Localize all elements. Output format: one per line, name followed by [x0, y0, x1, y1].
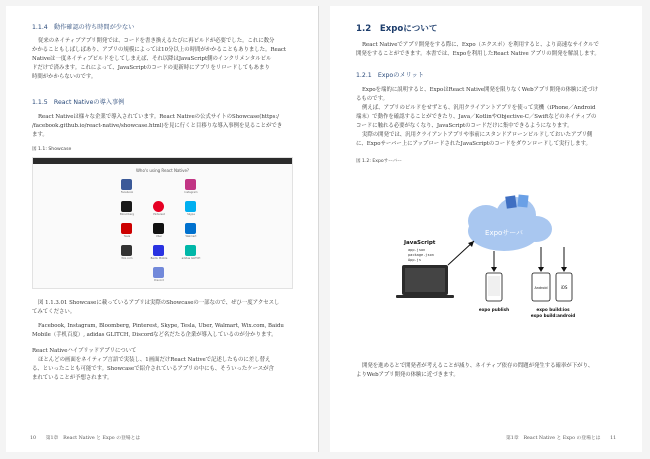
- app-label: Skype: [187, 213, 195, 216]
- app-label: Uber: [155, 235, 163, 238]
- app-label: Wix.com: [121, 257, 133, 260]
- pinterest-icon: [153, 201, 164, 212]
- text-line: に、Expoサーバー上にアップロードされたJavaScriptのコードをダウンロードして実行します。: [356, 141, 591, 147]
- heading-1-1-4: 1.1.4 動作確認の待ち時間が少ない: [32, 24, 135, 31]
- text-line: Nativeは一度ネイティブビルドをしてしまえば、それ以降はJavaScript側のインクリメンタルビル: [32, 56, 272, 62]
- laptop-icon: [396, 265, 454, 298]
- app-label: Discord: [154, 279, 164, 282]
- baidu-icon: [153, 245, 164, 256]
- text-line: 端末）で動作を確認することができたり、Java／KotlinやObjective-C／Swiftなどのネイティブの: [356, 114, 597, 120]
- heading-1-1-5: 1.1.5 React Nativeの導入事例: [32, 99, 125, 106]
- text-line: 開発を進めるとで開発者が考えることが減り、ネイティブ依存の問題が発生する確率が下がり、: [362, 363, 594, 369]
- text-line: 例えば、アプリのビルドをせずとも、汎用クライアントアプリを使って実機（iPhone／Android: [362, 105, 596, 111]
- app-label: Tesla: [123, 235, 131, 238]
- app-label: Baidu Mobile: [150, 257, 168, 260]
- text-line: るものです。: [356, 96, 388, 102]
- text-line: かかることもしばしばあり、アプリの規模によっては10分以上の時間がかかることもありました。React: [32, 47, 287, 53]
- app-label: Instagram: [184, 191, 198, 194]
- expo-server-diagram: [356, 181, 616, 331]
- app-label: Walmart: [185, 235, 197, 238]
- page-footer: 10 第1章 React Native と Expo の登場とは: [30, 436, 141, 441]
- text-line: る、といったことも可能です。Showcaseで紹介されているアプリの中にも、そういったケースが含: [32, 366, 274, 372]
- showcase-title: Who's using React Native?: [135, 168, 190, 173]
- text-line: /facebook.github.io/react-native/showcase.html)を見に行くと目移りな導入事例を見ることができ: [32, 123, 283, 129]
- text-line: よりWebアプリ開発の体験に近づきます。: [356, 372, 459, 378]
- app-label: adidas GLITCH: [181, 257, 201, 260]
- heading-1-2: 1.2 Expoについて: [356, 24, 438, 34]
- code-file-icon: [505, 195, 517, 208]
- app-label: Bloomberg: [119, 213, 135, 216]
- cloud-label: Expoサーバ: [485, 229, 523, 237]
- build-ios-label: expo build:ios: [536, 307, 570, 312]
- js-file: package.json: [408, 253, 434, 257]
- facebook-icon: [121, 179, 132, 190]
- arrow-head: [561, 267, 567, 272]
- text-line: ほとんどの画面をネイティブ言語で実装し、1画面だけReact Nativeで記述したものに差し替え: [38, 357, 271, 363]
- publish-label: expo publish: [478, 307, 510, 312]
- text-line: React Nativeハイブリッドアプリについて: [32, 348, 137, 354]
- text-line: コードに触れる必要がなくなり、JavaScriptのコードだけに集中できるようになります。: [356, 123, 573, 129]
- uber-icon: [153, 223, 164, 234]
- ios-label: iOS: [560, 285, 568, 290]
- text-line: 従来のネイティブアプリ開発では、コードを書き換えるたびに再ビルドが必要でした。これに数分: [38, 38, 275, 44]
- js-file: app.json: [408, 248, 426, 252]
- left-page: [6, 6, 318, 452]
- build-android-label: expo build:android: [530, 313, 576, 318]
- heading-1-2-1: 1.2.1 Expoのメリット: [356, 72, 424, 79]
- skype-icon: [185, 201, 196, 212]
- android-label: Android: [534, 286, 548, 290]
- text-line: 実際の開発では、汎用クライアントアプリや事前にスタンドアローンビルドしておいたアプリ側: [362, 132, 593, 138]
- tesla-icon: [121, 223, 132, 234]
- figure-caption: 図 1.1: Showcase: [32, 147, 72, 152]
- app-label: Facebook: [120, 191, 134, 194]
- android-phone-icon: [532, 273, 550, 301]
- js-title: JavaScript: [404, 240, 436, 246]
- text-line: Mobile（手机百度）, adidas GLITCH, Discordなど名だたる企業が導入しているのが分かります。: [32, 332, 277, 338]
- wix-icon: [121, 245, 132, 256]
- bloomberg-icon: [121, 201, 132, 212]
- browser-bar: [33, 158, 292, 164]
- code-file-icon: [517, 195, 528, 208]
- figure-caption: 図 1.2: Expoサーバー: [356, 159, 402, 164]
- text-line: React Nativeでアプリ開発をする際に、Expo（エクスポ）を利用すると、より高速なサイクルで: [362, 42, 599, 48]
- text-line: てみてください。: [32, 309, 76, 315]
- adidas-glitch-icon: [185, 245, 196, 256]
- text-line: まれていることが予想されます。: [32, 375, 113, 381]
- discord-icon: [153, 267, 164, 278]
- text-line: 開発をすることができます。本書では、Expoを利用したReact Native アプリの開発を解説します。: [356, 51, 600, 57]
- walmart-icon: [185, 223, 196, 234]
- text-line: 図 1.1.3.01 Showcaseに載っているアプリは実際のShowcaseの一部なので、ぜひ一度アクセスし: [38, 300, 280, 306]
- text-line: Facebook, Instagram, Bloomberg, Pinterest, Skype, Tesla, Uber, Walmart, Wix.com, Baidu: [38, 323, 284, 329]
- text-line: ます。: [32, 132, 48, 138]
- showcase-screenshot: [32, 157, 293, 289]
- text-line: React Nativeは様々な企業で導入されています。React Nativeの公式サイトのShowcase(https:/: [38, 114, 279, 120]
- instagram-icon: [185, 179, 196, 190]
- text-line: ドだけで済みます。これによって、JavaScriptのコードの更新時にアプリをリロードしてもあまり: [32, 65, 270, 71]
- expo-client-phone-icon: [486, 273, 502, 301]
- arrow-head: [538, 267, 544, 272]
- arrow-head: [491, 267, 497, 272]
- page-footer: 第1章 React Native と Expo の登場とは 11: [506, 436, 617, 441]
- text-line: Expoを端的に説明すると、ExpoはReact Native開発を限りなくWebアプリ開発の体験に近づけ: [362, 87, 599, 93]
- right-page: [330, 6, 642, 452]
- text-line: 時間がかからないのです。: [32, 74, 97, 80]
- js-file: App.js: [408, 258, 421, 262]
- ios-phone-icon: [556, 273, 572, 301]
- app-label: Pinterest: [153, 213, 165, 216]
